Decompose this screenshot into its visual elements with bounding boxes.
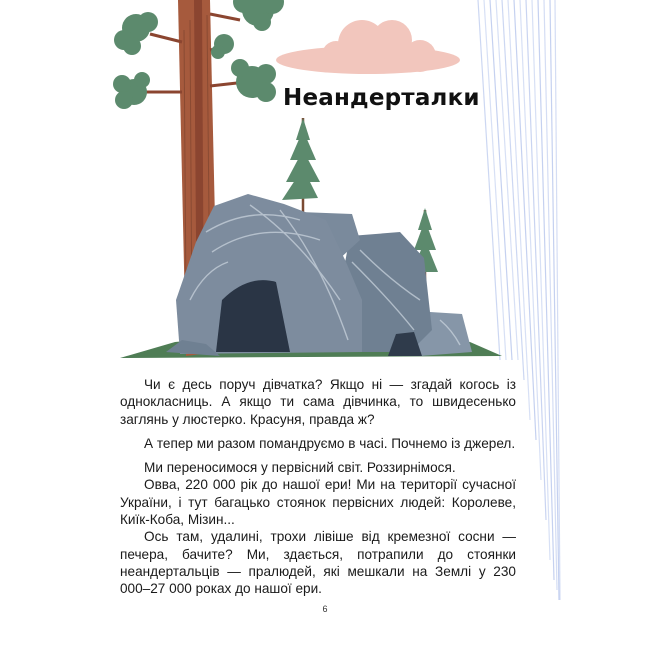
page-number: 6 [322, 604, 328, 614]
cloud-illustration [276, 20, 460, 74]
paragraph: Овва, 220 000 рік до нашої ери! Ми на території сучасної України, і тут багацько стоянок первісних людей: Королеве, Киїк-Коба, Мізин... [120, 477, 516, 528]
page-title: Неандерталки [283, 85, 480, 111]
paragraph: Ми переносимося у первісний світ. Роззирнімося. [144, 460, 456, 476]
paragraph: Ось там, удалині, трохи лівіше від кремезної сосни — печера, бачите? Ми, здається, потрапили до стоянки неандертальців — пралюдей, які мешкали на Землі у 230 000–27 000 роках до нашої ери. [120, 529, 516, 597]
paragraph: А тепер ми разом помандруємо в часі. Почнемо із джерел. [144, 435, 516, 451]
story-text [120, 376, 516, 598]
paragraph: Чи є десь поруч дівчатка? Якщо ні — згадай когось із однокласниць. А якщо ти сама дівчинка, то швидесенько заглянь у люстерко. Красуня, правда ж? [120, 377, 516, 427]
